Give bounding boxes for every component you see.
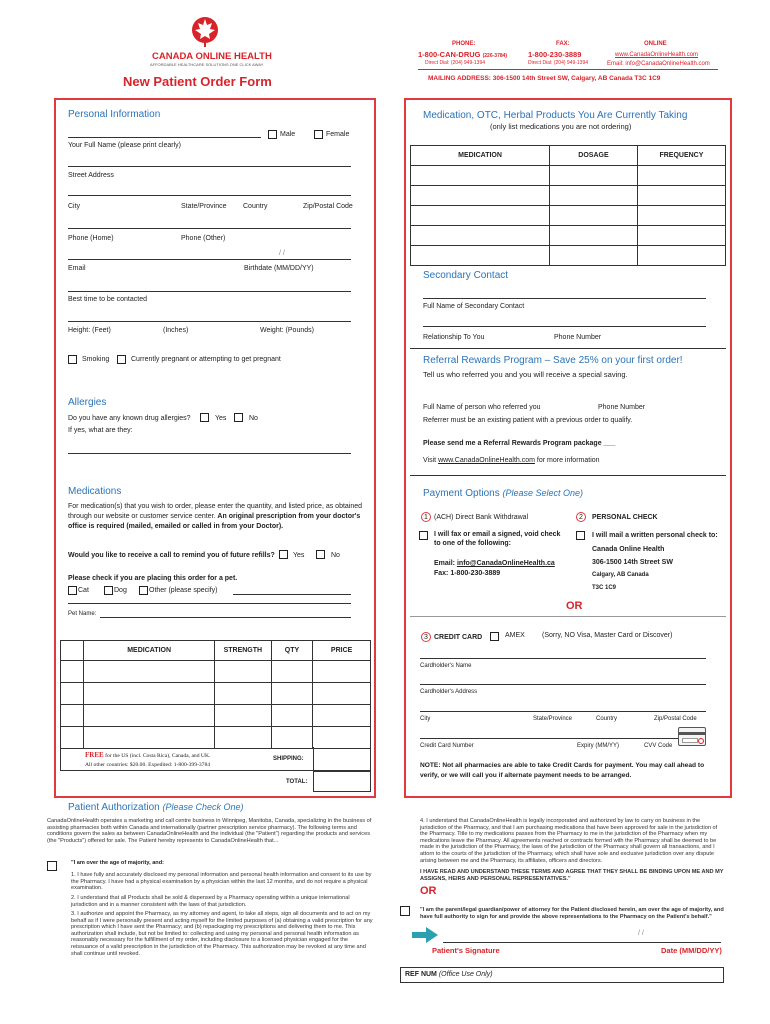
female-label: Female	[326, 131, 350, 138]
fax-value: 1-800-230-3889	[528, 50, 582, 59]
credit-card-label: CREDIT CARD	[434, 634, 483, 641]
authorization-item-2: 2. I understand that all Products shall be sold & dispensed by a Pharmacy operating within a unique international jurisdiction and in a manner consistent with the laws of that jurisdiction.	[71, 895, 350, 908]
cat-checkbox[interactable]	[68, 586, 77, 595]
inches-label: (Inches)	[163, 327, 189, 334]
mailing-address: MAILING ADDRESS: 306-1500 14th Street SW, Calgary, AB Canada T3C 1C9	[428, 75, 661, 82]
refill-yes-label: Yes	[293, 552, 305, 559]
secondary-relationship-label: Relationship To You	[423, 334, 485, 341]
brand-tagline: AFFORDABLE HEALTHCARE SOLUTIONS ONE CLICK AWAY	[150, 62, 264, 67]
height-line[interactable]	[68, 321, 351, 322]
best-time-line[interactable]	[68, 291, 351, 292]
allergy-no-checkbox[interactable]	[234, 413, 243, 422]
phone-line[interactable]	[68, 228, 351, 229]
pet-separator	[68, 603, 351, 604]
ach-detail: I will fax or email a signed, void check to one of the following:	[434, 531, 561, 547]
check-detail: I will mail a written personal check to:	[592, 532, 718, 539]
allergy-yes-checkbox[interactable]	[200, 413, 209, 422]
table-row[interactable]	[411, 166, 726, 186]
check-checkbox[interactable]	[576, 531, 585, 540]
sign-here-arrow-icon	[412, 927, 438, 948]
current-col-medication: MEDICATION	[411, 146, 550, 166]
referral-note: Referrer must be an existing patient with a previous order to qualify.	[423, 417, 633, 424]
payment-or: OR	[566, 600, 583, 612]
refill-question: Would you like to receive a call to remind you of future refills?	[68, 552, 275, 559]
current-col-dosage: DOSAGE	[550, 146, 638, 166]
personal-heading: Personal Information	[68, 109, 161, 120]
order-table	[60, 640, 371, 749]
dog-label: Dog	[114, 587, 127, 594]
referral-visit: Visit www.CanadaOnlineHealth.com for more information	[423, 457, 600, 464]
street-line[interactable]	[68, 166, 351, 167]
phone-label: PHONE:	[452, 41, 476, 47]
order-row[interactable]	[61, 661, 371, 683]
cardholder-name-line[interactable]	[420, 658, 706, 659]
total-box[interactable]	[313, 771, 371, 792]
allergy-line[interactable]	[68, 453, 351, 454]
medications-text-1: For medication(s) that you wish to order, please enter the quantity, and listed price, as obtained	[68, 503, 363, 510]
table-row[interactable]	[411, 226, 726, 246]
order-col-price: PRICE	[313, 641, 371, 661]
card-zip-label: Zip/Postal Code	[654, 716, 697, 722]
table-row[interactable]	[411, 206, 726, 226]
fax-direct: Direct Dial: (204) 949-1394	[528, 60, 589, 66]
check-addr-2: Calgary, AB Canada	[592, 572, 649, 578]
refill-yes-checkbox[interactable]	[279, 550, 288, 559]
authorization-or: OR	[420, 885, 437, 897]
city-label: City	[68, 203, 81, 210]
signature-date-label: Date (MM/DD/YY)	[661, 946, 722, 955]
check-name: Canada Online Health	[592, 546, 665, 553]
allergy-no-label: No	[249, 415, 258, 422]
authorization-item-1: 1. I have fully and accurately disclosed my personal information and personal health information and consent to its use by the Pharmacy. I have had a physical examination by a physician within the last 12 months, and do not require a physical examination.	[71, 872, 372, 892]
online-url[interactable]: www.CanadaOnlineHealth.com	[615, 52, 699, 58]
authorization-binding: I HAVE READ AND UNDERSTAND THESE TERMS AND AGREE THAT THEY SHALL BE BINDING UPON ME AND MY ASSIGNS, HEIRS AND PERSONAL REPRESENTATIVES."	[420, 869, 724, 882]
online-label: ONLINE	[644, 41, 667, 47]
ach-checkbox[interactable]	[419, 531, 428, 540]
allergy-question: Do you have any known drug allergies?	[68, 415, 191, 422]
payment-top-line	[410, 475, 726, 476]
over-age-checkbox[interactable]	[47, 861, 57, 871]
order-row[interactable]	[61, 683, 371, 705]
phone-other-label: Phone (Other)	[181, 235, 226, 242]
smoking-checkbox[interactable]	[68, 355, 77, 364]
birthdate-slashes: / /	[279, 250, 285, 257]
secondary-name-label: Full Name of Secondary Contact	[423, 303, 525, 310]
referral-package[interactable]: Please send me a Referral Rewards Program package ___	[423, 440, 616, 447]
form-title: New Patient Order Form	[123, 74, 272, 89]
option-2-badge: 2	[576, 512, 586, 522]
ach-fax: Fax: 1-800-230-3889	[434, 570, 501, 577]
fax-label: FAX:	[556, 41, 570, 47]
country-label: Country	[243, 203, 268, 210]
referral-top-line	[410, 348, 726, 349]
pet-name-line[interactable]	[100, 617, 351, 618]
phone-direct: Direct Dial: (204) 949-1394	[425, 60, 486, 66]
card-city-line[interactable]	[420, 711, 706, 712]
secondary-relationship-line[interactable]	[423, 326, 706, 327]
amex-checkbox[interactable]	[490, 632, 499, 641]
pet-name-label: Pet Name:	[68, 611, 97, 617]
guardian-checkbox[interactable]	[400, 906, 410, 916]
full-name-line[interactable]	[68, 137, 261, 138]
card-province-label: State/Province	[533, 716, 573, 722]
authorization-heading: Patient Authorization (Please Check One)	[68, 802, 244, 813]
secondary-heading: Secondary Contact	[423, 270, 509, 281]
phone-value: 1-800-CAN-DRUG (226-3784)	[418, 50, 508, 59]
medications-text-2: through our website or customer service center. An original prescription from your doctor's	[68, 513, 361, 520]
dog-checkbox[interactable]	[104, 586, 113, 595]
pregnant-checkbox[interactable]	[117, 355, 126, 364]
current-meds-heading: Medication, OTC, Herbal Products You Are Currently Taking	[423, 110, 688, 121]
zip-label: Zip/Postal Code	[303, 203, 353, 210]
email-label: Email	[68, 265, 86, 272]
authorization-intro: CanadaOnlineHealth operates a marketing and call centre business in Winnipeg, Manitoba, Canada, specializing in the business of assisting pharmacies both within Canada and internationally (partner prescription service pharmacy). The following terms and conditions govern the sales as between CanadaOnlineHealth and the individual (the "Patient") regarding the products and services (the "Products") offered for sale. The Patient hereby represents to CanadaOnlineHealth that...	[47, 818, 372, 844]
female-checkbox[interactable]	[314, 130, 323, 139]
check-label: PERSONAL CHECK	[592, 514, 658, 521]
other-countries-note: All other countries: $20.00. Expedited: 1-800-399-3784	[85, 762, 211, 768]
allergy-yes-label: Yes	[215, 415, 227, 422]
current-meds-table	[410, 145, 726, 266]
ach-label: (ACH) Direct Bank Withdrawal	[434, 514, 529, 521]
card-number-line[interactable]	[420, 738, 706, 739]
card-city-label: City	[420, 716, 431, 722]
authorization-item-3: 3. I authorize and appoint the Pharmacy, as my attorney and agent, to take all steps, sign all documents and to act on my behalf as if I were personally present and acting myself for the limited purposes of (a) obtaining a valid prescription for any prescription which I have sent the Pharmacy; and (b) repackaging my prescriptions and delivering them to me. This authorization shall include, but not be limited to: collecting and using my personal and personal health information as reasonably necessary for the fulfillment of my order, including disclosure to a licensed physician engaged for the reissuance of a valid prescription in the jurisdiction of the Pharmacy. This authorization may be revoked at any time and shall continue until revoked.	[71, 911, 373, 957]
referral-link[interactable]: www.CanadaOnlineHealth.com	[438, 457, 535, 464]
other-pet-checkbox[interactable]	[139, 586, 148, 595]
referral-heading: Referral Rewards Program – Save 25% on your first order!	[423, 355, 683, 366]
cardholder-name-label: Cardholder's Name	[420, 663, 472, 669]
check-addr-3: T3C 1C9	[592, 585, 617, 591]
pet-question: Please check if you are placing this order for a pet.	[68, 575, 238, 582]
check-addr-1: 306-1500 14th Street SW	[592, 559, 673, 566]
cardholder-address-label: Cardholder's Address	[420, 689, 478, 695]
smoking-label: Smoking	[82, 356, 110, 363]
header-divider	[418, 69, 718, 70]
secondary-phone-label: Phone Number	[554, 334, 602, 341]
allergy-if-yes: If yes, what are they:	[68, 427, 133, 434]
authorization-item-4: 4. I understand that CanadaOnlineHealth is legally incorporated and authorized by law to carry on business in the jurisdiction of the Pharmacy, and that I am purchasing medications that have been approved for sale in the jurisdiction of the Pharmacy. Title to my medications passes from the Pharmacy to me in the jurisdiction of the Pharmacy when my medications leave the Pharmacy. All agreements reached or contracts formed with the Pharmacy shall be deemed to be made in the jurisdiction of the Pharmacy, the laws of the jurisdiction of the Pharmacy shall govern all transactions, and I attorn to the courts of the jurisdiction of the Pharmacy, which shall have sole and exclusive jurisdiction over any dispute arising between me and the Pharmacy, its affiliates, officers and directors.	[420, 818, 718, 864]
table-row[interactable]	[411, 246, 726, 266]
total-label: TOTAL:	[286, 779, 308, 785]
date-slashes: / /	[638, 930, 644, 937]
amex-label: AMEX	[505, 632, 525, 639]
referral-sub: Tell us who referred you and you will receive a special saving.	[423, 370, 628, 379]
refill-no-checkbox[interactable]	[316, 550, 325, 559]
expiry-label: Expiry (MM/YY)	[577, 743, 619, 749]
free-shipping-note: FREE for the US (incl. Costa Rica), Canada, and UK.	[85, 751, 211, 759]
payment-heading: Payment Options (Please Select One)	[423, 488, 584, 499]
cardholder-address-line[interactable]	[420, 684, 706, 685]
brand-name: CANADA ONLINE HEALTH	[152, 51, 272, 62]
order-row[interactable]	[61, 705, 371, 727]
order-col-spacer	[61, 641, 84, 661]
best-time-label: Best time to be contacted	[68, 296, 147, 303]
signature-line[interactable]	[443, 942, 721, 943]
signature-label: Patient's Signature	[432, 946, 500, 955]
phone-home-label: Phone (Home)	[68, 235, 114, 242]
height-label: Height: (Feet)	[68, 327, 111, 334]
guardian-text: "I am the parent/legal guardian/power of attorney for the Patient disclosed herein, am over the age of majority, and have full authority to sign for and provide the above representations to the Pharmacy on the Patient's behalf."	[420, 907, 724, 920]
ref-num-label: REF NUM (Office Use Only)	[405, 971, 493, 978]
street-label: Street Address	[68, 172, 114, 179]
referral-phone-label: Phone Number	[598, 404, 646, 411]
secondary-name-line[interactable]	[423, 298, 706, 299]
order-col-qty: QTY	[271, 641, 313, 661]
email-line[interactable]	[68, 259, 351, 260]
allergies-heading: Allergies	[68, 397, 107, 408]
option-1-badge: 1	[421, 512, 431, 522]
cvv-label: CVV Code	[644, 743, 673, 749]
credit-card-icon	[678, 727, 706, 746]
pregnant-label: Currently pregnant or attempting to get pregnant	[131, 356, 281, 363]
ach-email: Email: info@CanadaOnlineHealth.ca	[434, 560, 555, 567]
weight-label: Weight: (Pounds)	[260, 327, 314, 334]
logo	[190, 15, 220, 49]
other-pet-line[interactable]	[233, 594, 351, 595]
credit-card-note: NOTE: Not all pharmacies are able to take Credit Cards for payment. You may call ahead to verify, or we will call you if alternate payment needs to be arranged.	[420, 762, 705, 779]
birthdate-label: Birthdate (MM/DD/YY)	[244, 265, 314, 272]
card-country-label: Country	[596, 716, 618, 722]
option-3-badge: 3	[421, 632, 431, 642]
male-label: Male	[280, 131, 296, 138]
medications-text-3: office is required (mailed, emailed or called in from your Doctor).	[68, 523, 284, 530]
medications-heading: Medications	[68, 486, 122, 497]
order-col-medication: MEDICATION	[84, 641, 215, 661]
male-checkbox[interactable]	[268, 130, 277, 139]
no-visa-note: (Sorry, NO Visa, Master Card or Discover)	[542, 632, 673, 639]
cat-label: Cat	[78, 587, 89, 594]
current-meds-sub: (only list medications you are not ordering)	[490, 122, 632, 131]
other-pet-label: Other (please specify)	[149, 587, 218, 594]
full-name-label: Your Full Name (please print clearly)	[68, 142, 181, 149]
order-row[interactable]	[61, 727, 371, 749]
table-row[interactable]	[411, 186, 726, 206]
order-col-strength: STRENGTH	[214, 641, 271, 661]
city-line[interactable]	[68, 195, 351, 196]
current-col-frequency: FREQUENCY	[637, 146, 725, 166]
card-number-label: Credit Card Number	[420, 743, 474, 749]
over-age-label: "I am over the age of majority, and:	[71, 860, 165, 866]
shipping-label: SHIPPING:	[273, 756, 304, 762]
online-email[interactable]: Email: info@CanadaOnlineHealth.com	[607, 61, 710, 67]
referral-person-label: Full Name of person who referred you	[423, 404, 541, 411]
province-label: State/Province	[181, 203, 227, 210]
maple-leaf-logo-icon	[190, 15, 220, 49]
or-divider	[410, 616, 726, 617]
refill-no-label: No	[331, 552, 340, 559]
